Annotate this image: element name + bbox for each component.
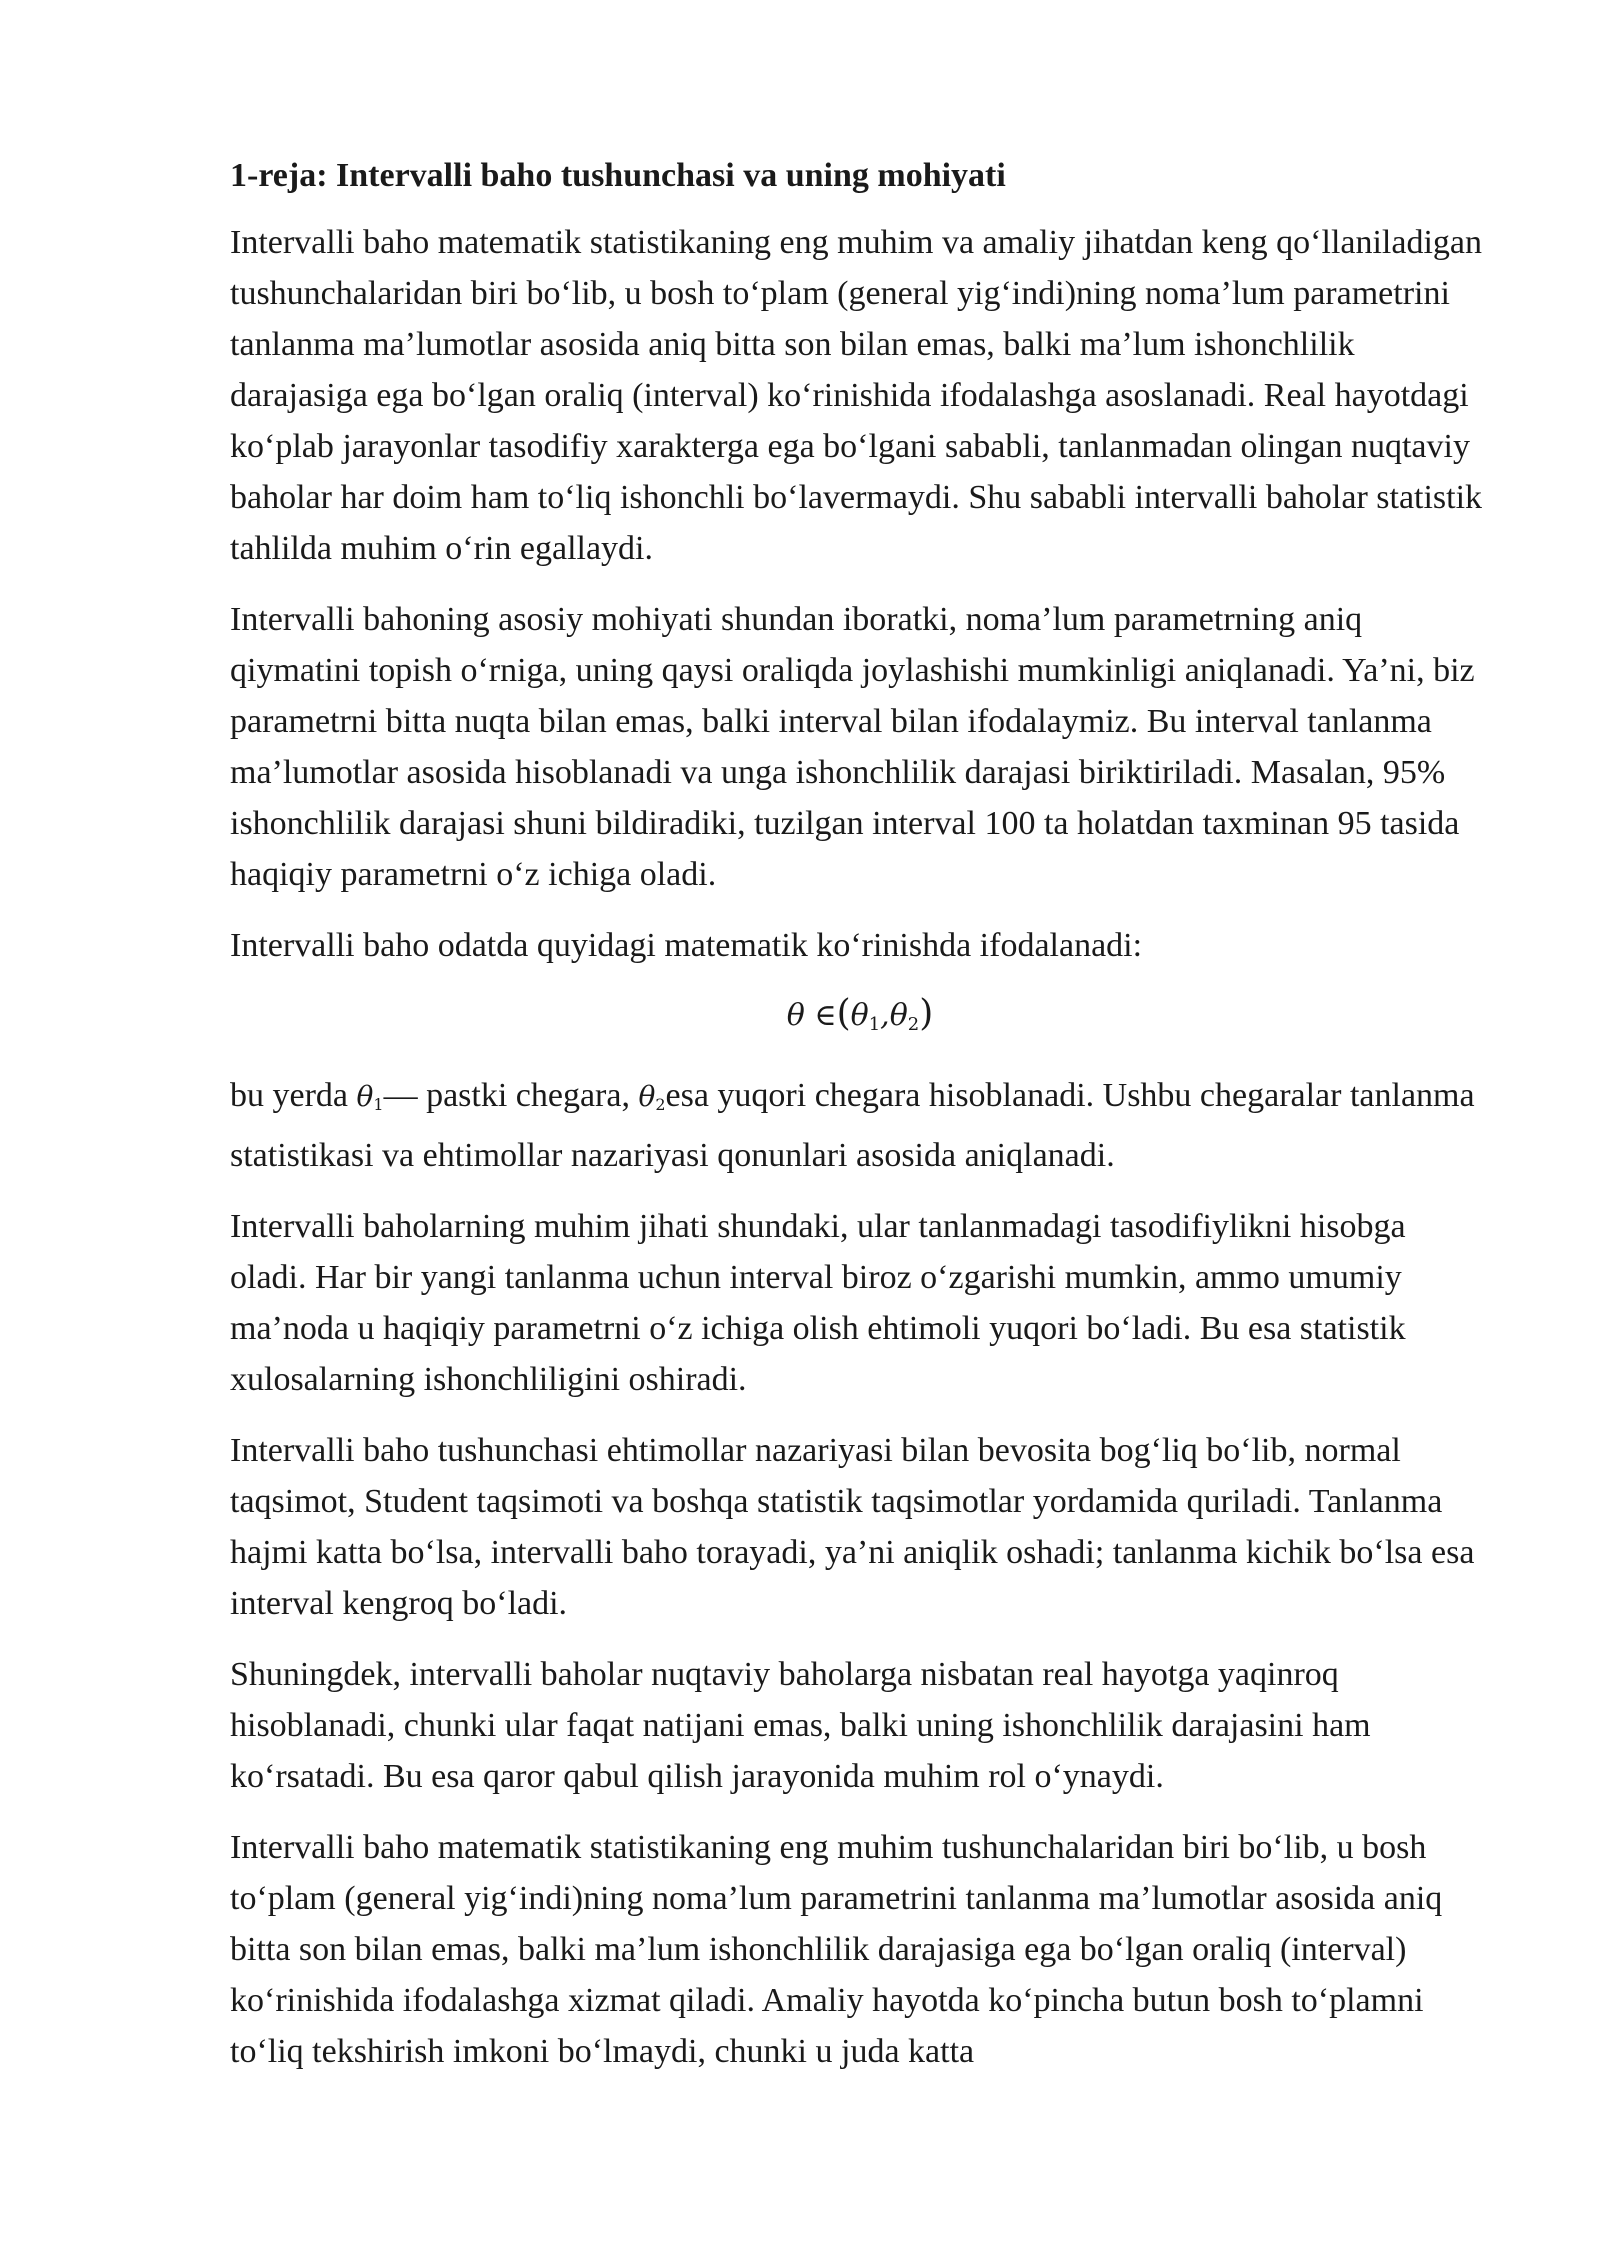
paragraph-4-start: bu yerda: [230, 1077, 357, 1114]
inline-theta-2: $\theta_2$: [638, 1080, 666, 1114]
paragraph-4: [230, 1070, 1490, 1181]
paragraph-8: Intervalli baho matematik statistikaning eng muhim tushunchalaridan biri bo‘lib, u bosh to‘plam (general yig‘indi)ning noma’lum parametrini tanlanma ma’lumotlar asosida aniq bitta son bilan emas, balki ma’lum ishonchlilik darajasiga ega bo‘lgan oraliq (interval) ko‘rinishida ifodalashga xizmat qiladi. Amaliy hayotda ko‘pincha butun bosh to‘plamni to‘liq tekshirish imkoni bo‘lmaydi, chunki u juda katta: [230, 1829, 1443, 2070]
paragraph-4-mid: — pastki chegara,: [383, 1077, 639, 1114]
formula-theta-2: θ: [889, 998, 908, 1033]
formula-close-paren: ): [919, 993, 934, 1034]
paragraph-7: Shuningdek, intervalli baholar nuqtaviy baholarga nisbatan real hayotga yaqinroq hisoblanadi, chunki ular faqat natijani emas, balki uning ishonchlilik darajasini ham ko‘rsatadi. Bu esa qaror qabul qilish jarayonida muhim rol o‘ynaydi.: [230, 1656, 1371, 1795]
inline-theta-1: $\theta_1$: [356, 1080, 384, 1114]
formula-theta: θ: [786, 998, 805, 1033]
paragraph-2: Intervalli bahoning asosiy mohiyati shundan iboratki, noma’lum parametrning aniq qiymatini topish o‘rniga, uning qaysi oraliqda joylashishi mumkinligi aniqlanadi. Ya’ni, biz parametrni bitta nuqta bilan emas, balki interval bilan ifodalaymiz. Bu interval tanlanma ma’lumotlar asosida hisoblanadi va unga ishonchlilik darajasi biriktiriladi. Masalan, 95% ishonchlilik darajasi shuni bildiradiki, tuzilgan interval 100 ta holatdan taxminan 95 tasida haqiqiy parametrni o‘z ichiga oladi.: [230, 601, 1475, 893]
formula-sub-2: 2: [907, 1014, 920, 1035]
paragraph-6: Intervalli baho tushunchasi ehtimollar nazariyasi bilan bevosita bog‘liq bo‘lib, normal taqsimot, Student taqsimoti va boshqa statistik taqsimotlar yordamida quriladi. Tanlanma hajmi katta bo‘lsa, intervalli baho torayadi, ya’ni aniqlik oshadi; tanlanma kichik bo‘lsa esa interval kengroq bo‘ladi.: [230, 1432, 1475, 1622]
paragraph-1: Intervalli baho matematik statistikaning eng muhim va amaliy jihatdan keng qo‘llaniladigan tushunchalaridan biri bo‘lib, u bosh to‘plam (general yig‘indi)ning noma’lum parametrini tanlanma ma’lumotlar asosida aniq bitta son bilan emas, balki ma’lum ishonchlilik darajasiga ega bo‘lgan oraliq (interval) ko‘rinishida ifodalashga asoslanadi. Real hayotdagi ko‘plab jarayonlar tasodifiy xarakterga ega bo‘lgani sababli, tanlanmadan olingan nuqtaviy baholar har doim ham to‘liq ishonchli bo‘lavermaydi. Shu sababli intervalli baholar statistik tahlilda muhim o‘rin egallaydi.: [230, 224, 1483, 567]
formula-open-paren: (: [836, 993, 851, 1034]
paragraph-4-end: esa yuqori chegara hisoblanadi. Ushbu chegaralar tanlanma statistikasi va ehtimollar nazariyasi qonunlari asosida aniqlanadi.: [230, 1077, 1475, 1174]
formula-theta-1: θ: [850, 998, 869, 1033]
paragraph-5: Intervalli baholarning muhim jihati shundaki, ular tanlanmadagi tasodifiylikni hisobga oladi. Har bir yangi tanlanma uchun interval biroz o‘zgarishi mumkin, ammo umumiy ma’noda u haqiqiy parametrni o‘z ichiga olish ehtimoli yuqori bo‘ladi. Bu esa statistik xulosalarning ishonchliligini oshiradi.: [230, 1208, 1406, 1398]
document-page: [230, 150, 1490, 2097]
paragraph-3: Intervalli baho odatda quyidagi matematik ko‘rinishda ifodalanadi:: [230, 927, 1143, 964]
section-heading: 1-reja: Intervalli baho tushunchasi va uning mohiyati: [230, 157, 1006, 194]
formula-element-of: ∈: [814, 998, 837, 1033]
formula-comma: ,: [880, 998, 890, 1033]
interval-formula: [230, 991, 1490, 1048]
formula-sub-1: 1: [868, 1014, 881, 1035]
